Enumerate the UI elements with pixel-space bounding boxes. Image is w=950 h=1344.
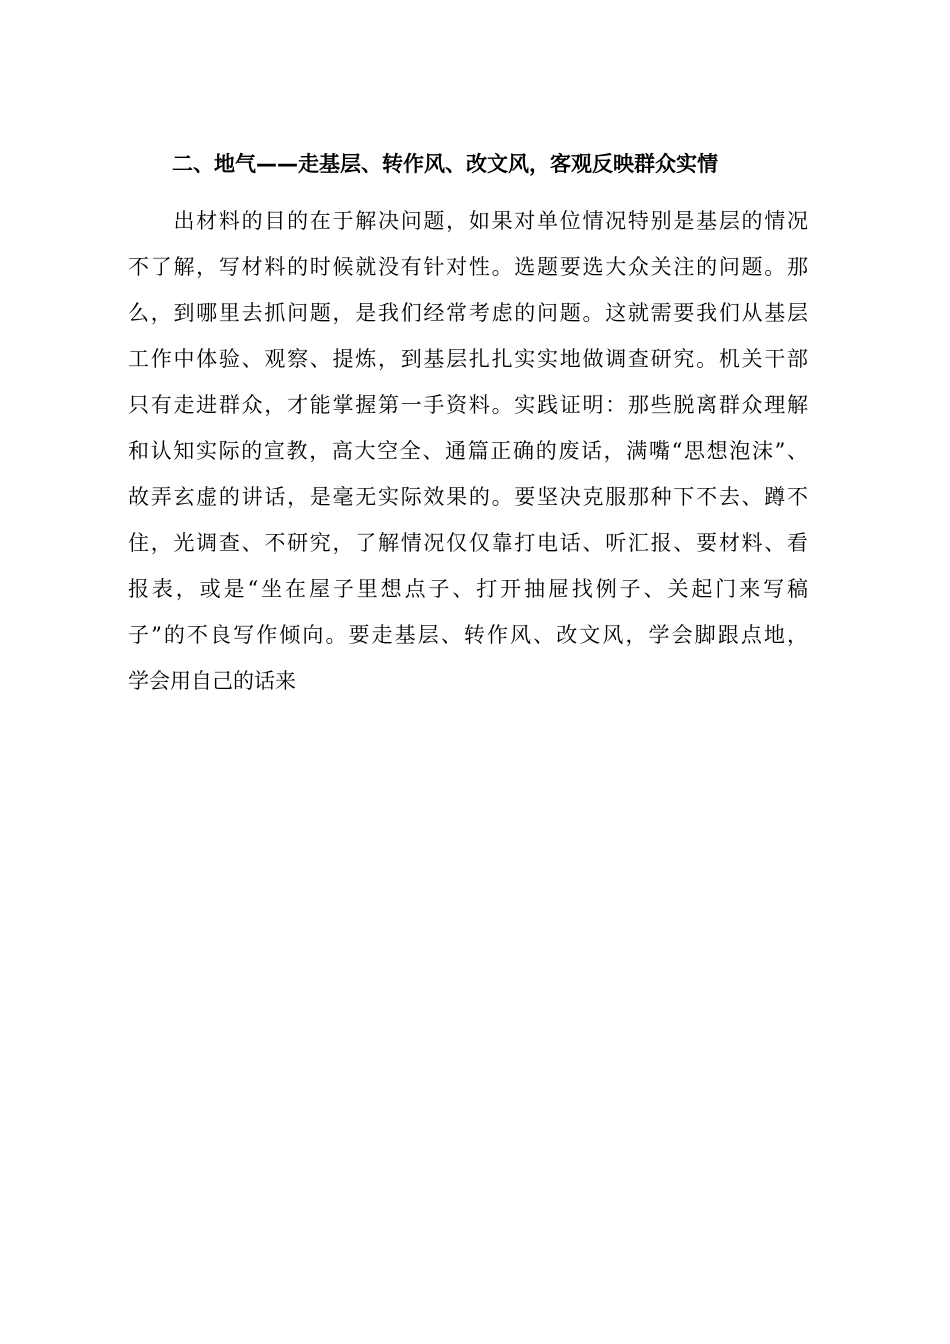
paragraph-line-1: 出材料的目的在于解决问题，如果对单位情况特别是基层的情况	[128, 209, 808, 233]
paragraph-line-4: 工作中体验、观察、提炼，到基层扎扎实实地做调查研究。机关干部	[128, 347, 808, 371]
body-paragraph	[128, 198, 808, 704]
paragraph-line-5: 只有走进群众，才能掌握第一手资料。实践证明：那些脱离群众理解	[128, 393, 808, 417]
paragraph-line-3: 么，到哪里去抓问题，是我们经常考虑的问题。这就需要我们从基层	[128, 301, 808, 325]
paragraph-line-8: 住，光调查、不研究，了解情况仅仅靠打电话、听汇报、要材料、看	[128, 531, 808, 555]
paragraph-line-2: 不了解，写材料的时候就没有针对性。选题要选大众关注的问题。那	[128, 255, 808, 279]
paragraph-line-11: 学会用自己的话来	[128, 669, 296, 693]
paragraph-line-10: 子”的不良写作倾向。要走基层、转作风、改文风，学会脚跟点地，	[128, 623, 808, 647]
paragraph-line-9: 报表，或是“坐在屋子里想点子、打开抽屉找例子、关起门来写稿	[128, 577, 808, 601]
paragraph-line-7: 故弄玄虚的讲话，是毫无实际效果的。要坚决克服那种下不去、蹲不	[128, 485, 808, 509]
paragraph-line-6: 和认知实际的宣教，高大空全、通篇正确的废话，满嘴“思想泡沫”、	[128, 439, 808, 463]
section-heading: 二、地气——走基层、转作风、改文风，客观反映群众实情	[172, 152, 718, 176]
